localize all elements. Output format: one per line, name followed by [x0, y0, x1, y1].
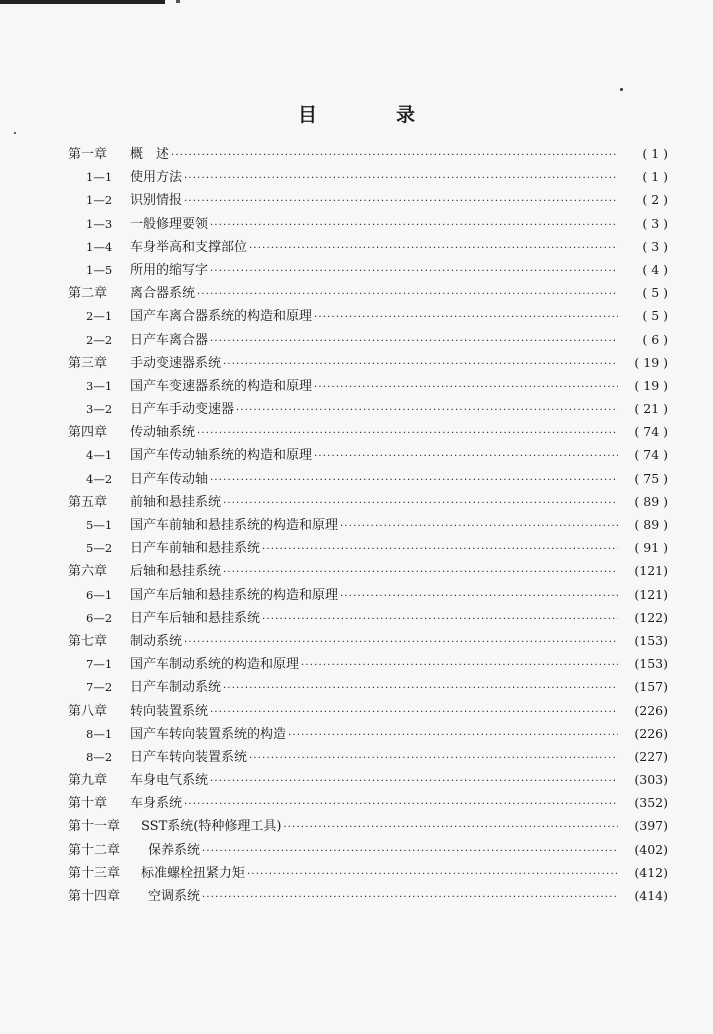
entry-number: 2—2 [86, 332, 113, 347]
toc-chapter-entry[interactable] [68, 699, 668, 722]
entry-title: 车身系统 [130, 796, 183, 812]
entry-number: 第三章 [68, 355, 108, 371]
dot-leader [340, 515, 618, 538]
entry-title: SST系统(特种修理工具) [141, 819, 282, 835]
dot-leader [249, 237, 618, 260]
dot-leader [223, 353, 618, 376]
entry-number: 第五章 [68, 494, 108, 510]
entry-page-number: ( 74 ) [634, 447, 668, 463]
entry-page-number: ( 19 ) [634, 377, 668, 393]
toc-section-entry[interactable] [68, 513, 668, 536]
dot-leader [249, 747, 618, 770]
entry-number: 5—2 [86, 541, 113, 556]
dot-leader [210, 469, 618, 492]
dot-leader [314, 306, 618, 329]
entry-page-number: (227) [634, 748, 668, 764]
toc-chapter-entry[interactable] [68, 791, 668, 814]
entry-title: 一般修理要领 [130, 216, 209, 232]
dot-leader [210, 330, 618, 353]
dot-leader [236, 399, 618, 422]
entry-number: 7—1 [86, 657, 113, 672]
toc-chapter-entry[interactable] [68, 559, 668, 582]
entry-title: 日产车后轴和悬挂系统 [130, 610, 261, 626]
entry-page-number: (414) [634, 888, 668, 903]
entry-title: 离合器系统 [130, 286, 196, 302]
entry-page-number: ( 89 ) [634, 493, 668, 509]
entry-title: 保养系统 [148, 842, 201, 858]
entry-number: 4—1 [86, 448, 113, 463]
page-title: 目 录 [297, 104, 445, 126]
entry-page-number: ( 91 ) [634, 540, 668, 556]
toc-section-entry[interactable] [68, 235, 668, 258]
dot-leader [340, 585, 618, 608]
dot-leader [184, 167, 618, 190]
entry-number: 8—2 [86, 749, 113, 764]
entry-number: 第八章 [68, 703, 108, 719]
scan-speck [620, 88, 623, 91]
entry-number: 第四章 [68, 425, 108, 441]
entry-number: 1—3 [86, 216, 113, 231]
dot-leader [283, 816, 618, 839]
entry-page-number: ( 5 ) [642, 285, 668, 301]
entry-page-number: ( 5 ) [642, 308, 668, 324]
toc-chapter-entry[interactable] [68, 861, 668, 884]
entry-page-number: (226) [634, 702, 668, 718]
entry-page-number: (226) [634, 725, 668, 741]
toc-section-entry[interactable] [68, 258, 668, 281]
toc-section-entry[interactable] [68, 443, 668, 466]
dot-leader [210, 214, 618, 237]
entry-page-number: ( 3 ) [642, 215, 668, 231]
entry-number: 第七章 [68, 633, 108, 649]
toc-section-entry[interactable] [68, 745, 668, 768]
entry-title: 日产车传动轴 [130, 471, 209, 487]
entry-page-number: (352) [634, 795, 668, 811]
scan-top-bar [0, 0, 165, 4]
entry-number: 6—1 [86, 587, 113, 602]
dot-leader [262, 608, 618, 631]
dot-leader [210, 260, 618, 283]
entry-page-number: ( 89 ) [634, 517, 668, 532]
dot-leader [197, 422, 618, 445]
entry-page-number: (303) [634, 772, 668, 788]
entry-page-number: (121) [634, 563, 668, 579]
entry-title: 车身电气系统 [130, 773, 209, 789]
entry-number: 4—2 [86, 471, 113, 486]
entry-title: 日产车手动变速器 [130, 402, 235, 418]
toc-section-entry[interactable] [68, 536, 668, 559]
entry-number: 第二章 [68, 286, 108, 302]
toc-section-entry[interactable] [68, 328, 668, 351]
dot-leader [184, 190, 618, 213]
entry-number: 1—5 [86, 262, 113, 277]
entry-number: 7—2 [86, 680, 113, 695]
entry-page-number: (412) [634, 864, 668, 880]
dot-leader [184, 793, 618, 816]
entry-page-number: ( 3 ) [642, 238, 668, 254]
entry-title: 国产车变速器系统的构造和原理 [130, 378, 313, 394]
entry-title: 日产车前轴和悬挂系统 [130, 541, 261, 557]
table-of-contents [68, 142, 668, 907]
toc-section-entry[interactable] [68, 652, 668, 675]
dot-leader [210, 770, 618, 793]
dot-leader [314, 445, 618, 468]
entry-title: 国产车传动轴系统的构造和原理 [130, 448, 313, 464]
entry-number: 3—1 [86, 378, 113, 393]
dot-leader [184, 631, 618, 654]
dot-leader [223, 677, 618, 700]
entry-number: 3—2 [86, 402, 113, 417]
entry-title: 国产车制动系统的构造和原理 [130, 657, 300, 673]
entry-title: 手动变速器系统 [130, 355, 222, 371]
entry-number: 1—2 [86, 193, 113, 208]
toc-chapter-entry[interactable] [68, 142, 668, 165]
dot-leader [197, 283, 618, 306]
toc-section-entry[interactable] [68, 467, 668, 490]
dot-leader [223, 492, 618, 515]
entry-page-number: ( 21 ) [634, 401, 668, 417]
entry-title: 转向装置系统 [130, 703, 209, 719]
entry-number: 8—1 [86, 726, 113, 741]
entry-title: 国产车后轴和悬挂系统的构造和原理 [130, 587, 339, 603]
dot-leader [223, 561, 618, 584]
entry-title: 后轴和悬挂系统 [130, 564, 222, 580]
entry-page-number: (402) [634, 841, 668, 857]
entry-page-number: ( 1 ) [642, 146, 668, 161]
entry-number: 第十一章 [68, 819, 121, 835]
entry-number: 1—1 [86, 170, 113, 185]
entry-page-number: ( 74 ) [634, 424, 668, 440]
entry-number: 6—2 [86, 610, 113, 625]
dot-leader [262, 538, 618, 561]
toc-section-entry[interactable] [68, 304, 668, 327]
dot-leader [247, 863, 618, 886]
toc-chapter-entry[interactable] [68, 768, 668, 791]
toc-chapter-entry[interactable] [68, 884, 668, 907]
scan-speck [14, 132, 16, 134]
entry-title: 识别情报 [130, 193, 183, 209]
entry-number: 第十二章 [68, 842, 121, 858]
toc-section-entry[interactable] [68, 583, 668, 606]
dot-leader [210, 701, 618, 724]
toc-section-entry[interactable] [68, 722, 668, 745]
toc-chapter-entry[interactable] [68, 629, 668, 652]
dot-leader [301, 654, 618, 677]
entry-title: 标准螺栓扭紧力矩 [141, 865, 246, 881]
entry-number: 第十三章 [68, 865, 121, 881]
entry-page-number: (153) [634, 656, 668, 672]
toc-section-entry[interactable] [68, 397, 668, 420]
entry-title: 概 述 [130, 147, 170, 162]
entry-title: 日产车离合器 [130, 332, 209, 348]
entry-title: 前轴和悬挂系统 [130, 494, 222, 510]
toc-section-entry[interactable] [68, 374, 668, 397]
toc-chapter-entry[interactable] [68, 814, 668, 837]
toc-section-entry[interactable] [68, 212, 668, 235]
entry-title: 使用方法 [130, 170, 183, 186]
toc-chapter-entry[interactable] [68, 351, 668, 374]
entry-number: 第一章 [68, 147, 108, 162]
entry-page-number: ( 1 ) [642, 169, 668, 185]
entry-page-number: ( 4 ) [642, 261, 668, 277]
entry-number: 1—4 [86, 239, 113, 254]
scan-mark [176, 0, 180, 3]
entry-title: 传动轴系统 [130, 425, 196, 441]
entry-page-number: ( 2 ) [642, 192, 668, 208]
entry-page-number: ( 19 ) [634, 354, 668, 370]
entry-title: 日产车制动系统 [130, 680, 222, 696]
entry-page-number: ( 6 ) [642, 331, 668, 347]
entry-title: 国产车前轴和悬挂系统的构造和原理 [130, 518, 339, 533]
toc-section-entry[interactable] [68, 675, 668, 698]
entry-title: 所用的缩写字 [130, 262, 209, 278]
dot-leader [314, 376, 618, 399]
entry-title: 空调系统 [148, 889, 201, 904]
entry-page-number: (157) [634, 679, 668, 695]
toc-section-entry[interactable] [68, 165, 668, 188]
entry-page-number: (397) [634, 818, 668, 834]
entry-title: 制动系统 [130, 633, 183, 649]
entry-title: 日产车转向装置系统 [130, 749, 248, 765]
entry-page-number: ( 75 ) [634, 470, 668, 486]
entry-title: 国产车离合器系统的构造和原理 [130, 309, 313, 325]
entry-number: 第六章 [68, 564, 108, 580]
toc-chapter-entry[interactable] [68, 420, 668, 443]
entry-number: 2—1 [86, 309, 113, 324]
dot-leader [288, 724, 618, 747]
dot-leader [202, 840, 618, 863]
toc-chapter-entry[interactable] [68, 490, 668, 513]
entry-page-number: (122) [634, 609, 668, 625]
entry-number: 5—1 [86, 518, 113, 532]
toc-chapter-entry[interactable] [68, 838, 668, 861]
entry-title: 车身举高和支撑部位 [130, 239, 248, 255]
dot-leader [202, 886, 618, 909]
entry-number: 第十四章 [68, 889, 121, 904]
toc-section-entry[interactable] [68, 188, 668, 211]
entry-page-number: (121) [634, 586, 668, 602]
entry-title: 国产车转向装置系统的构造 [130, 726, 287, 742]
entry-page-number: (153) [634, 632, 668, 648]
entry-number: 第十章 [68, 796, 108, 812]
toc-section-entry[interactable] [68, 606, 668, 629]
dot-leader [171, 144, 618, 167]
toc-chapter-entry[interactable] [68, 281, 668, 304]
entry-number: 第九章 [68, 773, 108, 789]
